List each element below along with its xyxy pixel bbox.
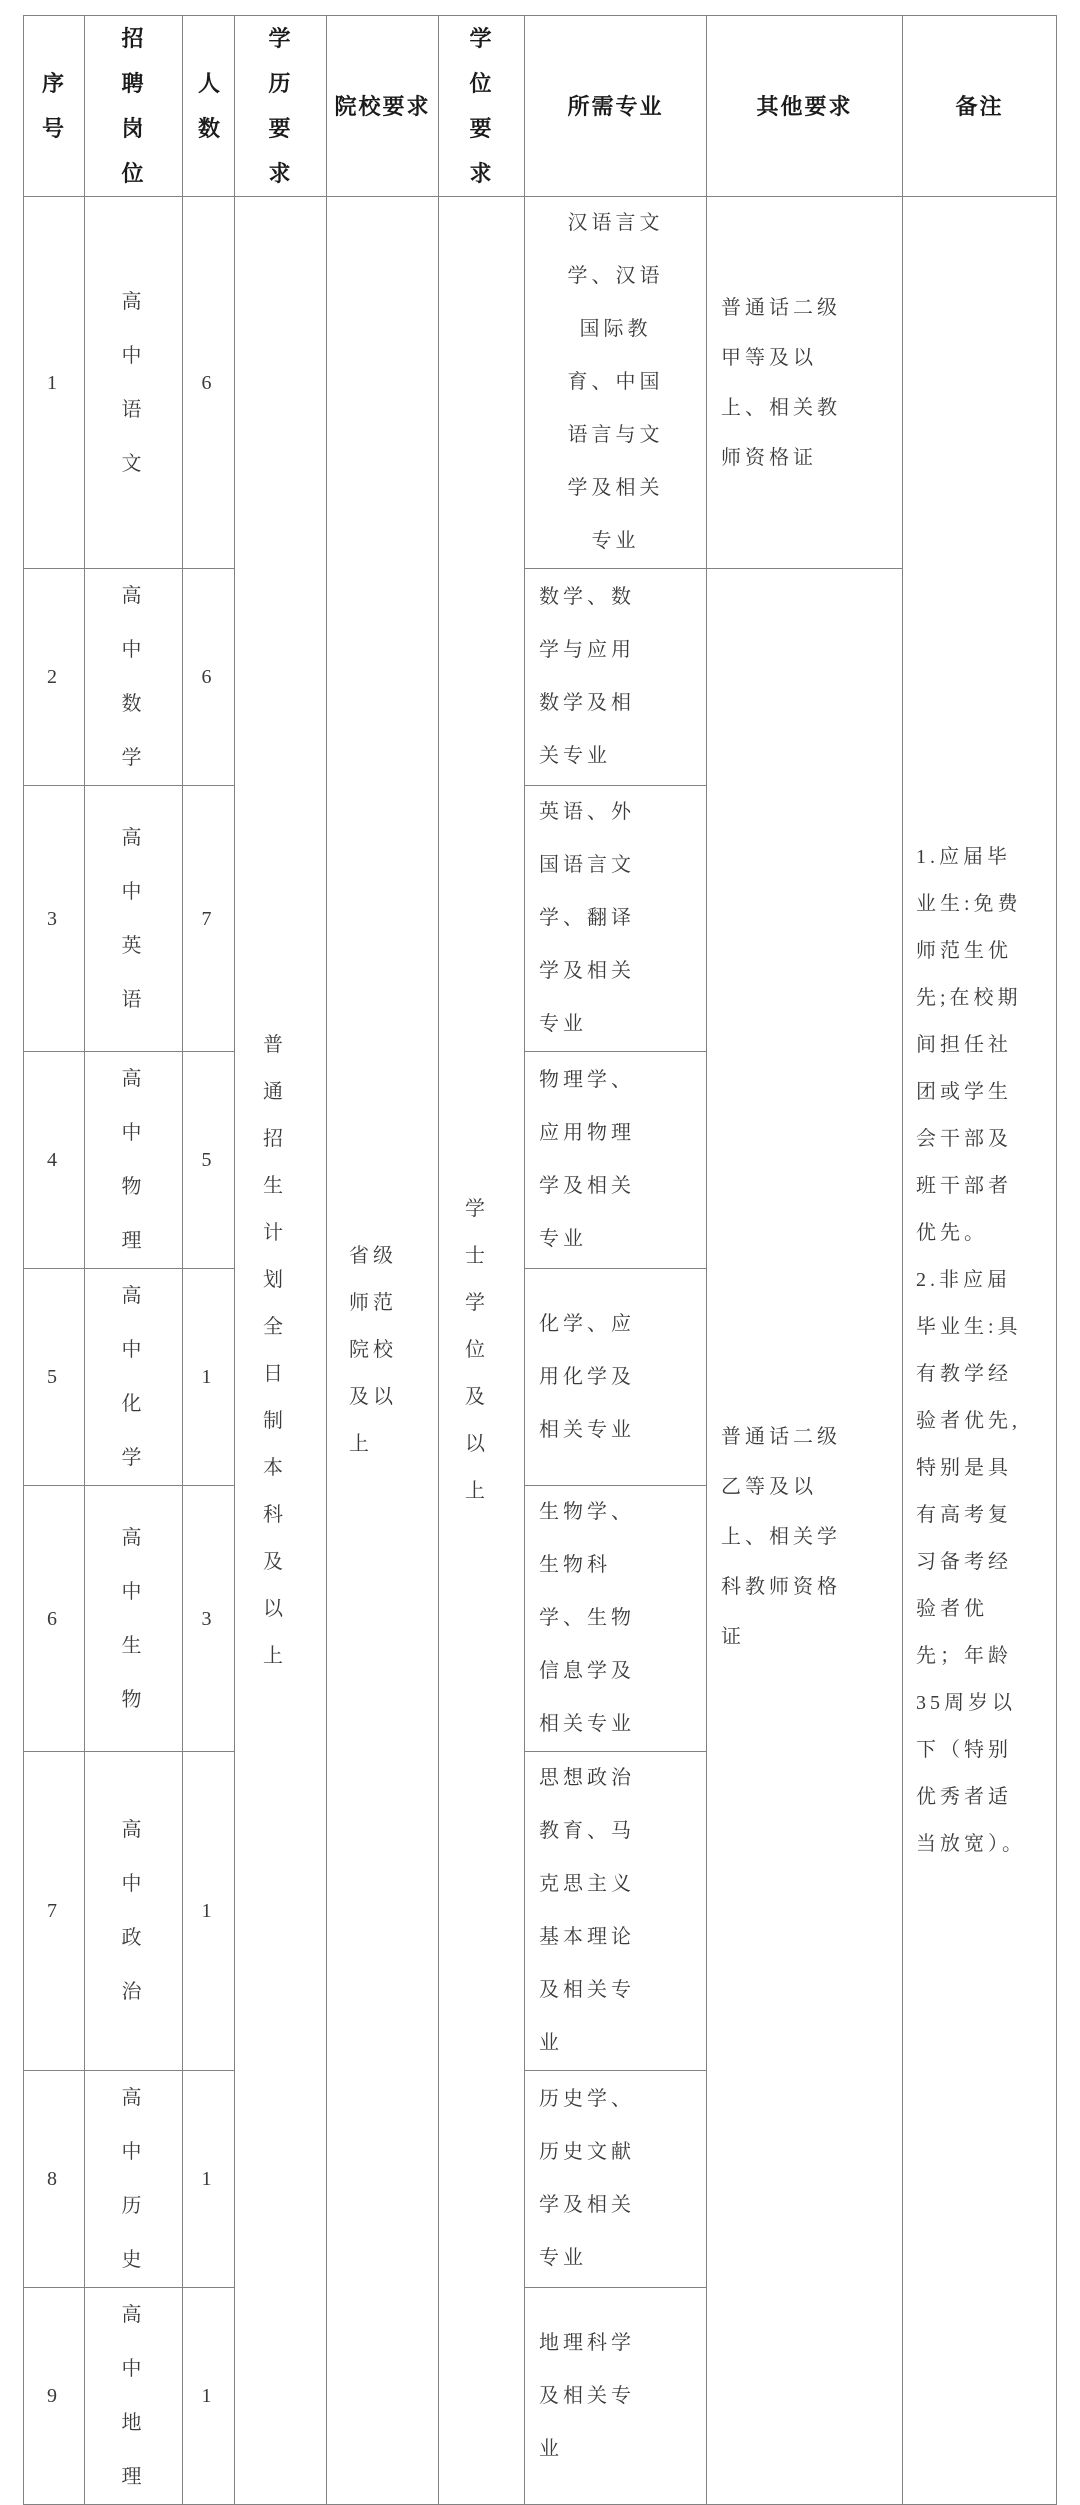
serial-cell: 5: [24, 1269, 85, 1486]
majors-cell: 汉语言文学、汉语国际教育、中国语言与文学及相关专业: [525, 197, 707, 569]
serial-cell: 9: [24, 2288, 85, 2505]
header-education-requirement: 学历要求: [235, 16, 327, 197]
header-row: [24, 16, 1057, 197]
headcount-cell: 5: [183, 1052, 235, 1269]
institution-requirement-cell: 省级师范院校及以上: [327, 197, 439, 2505]
position-cell: 高中历史: [85, 2071, 183, 2288]
serial-cell: 8: [24, 2071, 85, 2288]
other-requirements-common-cell: 普通话二级乙等及以上、相关学科教师资格证: [707, 569, 903, 2505]
headcount-cell: 1: [183, 2288, 235, 2505]
majors-cell: 历史学、历史文献学及相关专业: [525, 2071, 707, 2288]
headcount-cell: 1: [183, 1269, 235, 1486]
position-cell: 高中生物: [85, 1486, 183, 1752]
remarks-cell: [903, 197, 1057, 2505]
majors-cell: 物理学、应用物理学及相关专业: [525, 1052, 707, 1269]
table-row: [24, 197, 1057, 569]
serial-cell: 1: [24, 197, 85, 569]
recruitment-positions-table: [23, 15, 1057, 2505]
majors-cell: 地理科学及相关专业: [525, 2288, 707, 2505]
headcount-cell: 6: [183, 569, 235, 786]
header-remarks: 备注: [903, 16, 1057, 197]
header-required-majors: 所需专业: [525, 16, 707, 197]
serial-cell: 4: [24, 1052, 85, 1269]
header-degree-requirement: 学位要求: [439, 16, 525, 197]
serial-cell: 6: [24, 1486, 85, 1752]
other-requirements-cell: 普通话二级甲等及以上、相关教师资格证: [707, 197, 903, 569]
position-cell: 高中政治: [85, 1752, 183, 2071]
degree-requirement-cell: 学士学位及以上: [439, 197, 525, 2505]
position-cell: 高中数学: [85, 569, 183, 786]
header-other-requirements: 其他要求: [707, 16, 903, 197]
header-headcount: 人数: [183, 16, 235, 197]
header-institution-requirement: 院校要求: [327, 16, 439, 197]
headcount-cell: 7: [183, 786, 235, 1052]
headcount-cell: 3: [183, 1486, 235, 1752]
headcount-cell: 1: [183, 2071, 235, 2288]
majors-cell: 英语、外国语言文学、翻译学及相关专业: [525, 786, 707, 1052]
position-cell: 高中物理: [85, 1052, 183, 1269]
remark-paragraph-1: 1.应届毕业生:免费师范生优先;在校期间担任社团或学生会干部及班干部者优先。: [916, 845, 1022, 1244]
position-cell: 高中地理: [85, 2288, 183, 2505]
position-cell: 高中语文: [85, 197, 183, 569]
majors-cell: 生物学、生物科学、生物信息学及相关专业: [525, 1486, 707, 1752]
headcount-cell: 1: [183, 1752, 235, 2071]
header-serial-number: 序号: [24, 16, 85, 197]
headcount-cell: 6: [183, 197, 235, 569]
education-requirement-cell: 普通招生计划全日制本科及以上: [235, 197, 327, 2505]
majors-cell: 化学、应用化学及相关专业: [525, 1269, 707, 1486]
position-cell: 高中化学: [85, 1269, 183, 1486]
majors-cell: 数学、数学与应用数学及相关专业: [525, 569, 707, 786]
remark-paragraph-2: 2.非应届毕业生:具有教学经验者优先,特别是具有高考复习备考经验者优先；年龄35周岁以下（特别优秀者适当放宽）。: [916, 1268, 1026, 1855]
position-cell: 高中英语: [85, 786, 183, 1052]
serial-cell: 7: [24, 1752, 85, 2071]
serial-cell: 3: [24, 786, 85, 1052]
header-position: 招聘岗位: [85, 16, 183, 197]
table-row: [24, 569, 1057, 786]
serial-cell: 2: [24, 569, 85, 786]
majors-cell: 思想政治教育、马克思主义基本理论及相关专业: [525, 1752, 707, 2071]
